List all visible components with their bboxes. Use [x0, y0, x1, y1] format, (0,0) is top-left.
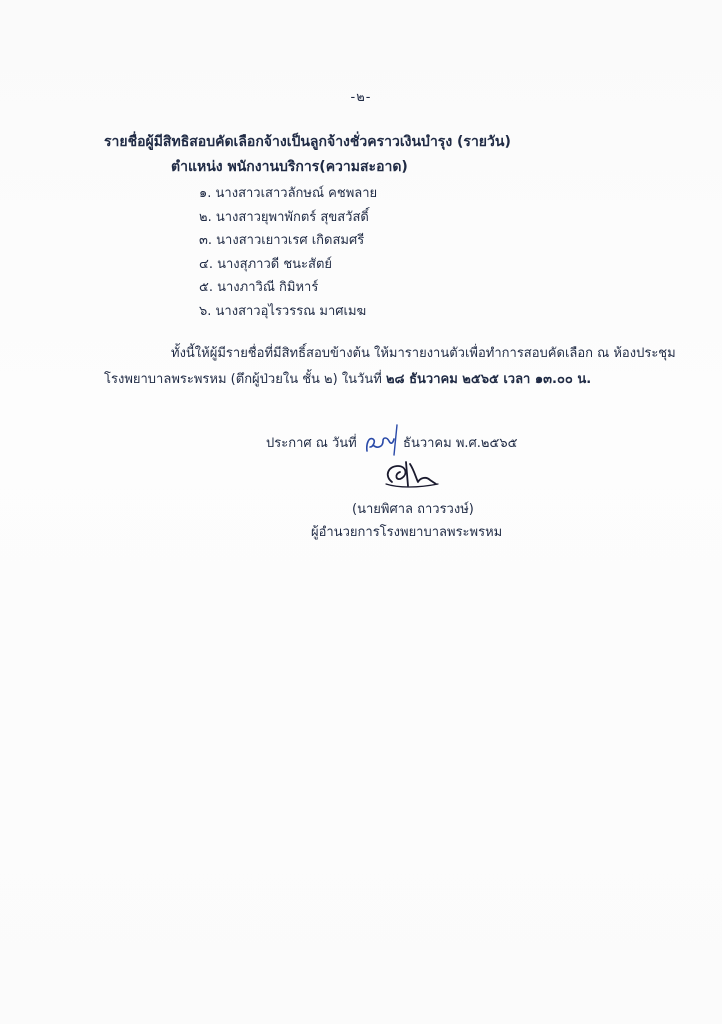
list-item — [199, 253, 377, 277]
list-item — [199, 300, 377, 324]
signer-name: (นายพิศาล ถาวรวงษ์) — [352, 502, 474, 517]
exam-datetime: ๒๘ ธันวาคม ๒๕๖๕ เวลา ๑๓.๐๐ น. — [385, 372, 592, 387]
list-item-number: ๔. — [199, 256, 213, 272]
list-item — [199, 182, 377, 206]
handwritten-day-mark — [361, 423, 401, 457]
list-item-number: ๑. — [199, 186, 212, 201]
venue-text: โรงพยาบาลพระพรหม (ตึกผู้ป่วยใน ชั้น ๒) ในวันที่ — [104, 372, 382, 387]
candidate-name: นางสาวยุพาพักตร์ สุขสวัสดิ์ — [215, 209, 369, 225]
candidate-name: นางภาวิณี กิมิหาร์ — [217, 280, 319, 296]
candidate-name: นางสุภาวดี ชนะสัตย์ — [217, 256, 333, 272]
list-item — [199, 206, 377, 230]
document-title: รายชื่อผู้มีสิทธิสอบคัดเลือกจ้างเป็นลูกจ้างชั่วคราวเงินบำรุง (รายวัน) — [104, 134, 511, 150]
candidate-name: นางสาวเสาวลักษณ์ คชพลาย — [215, 186, 378, 201]
paragraph-line-1: ทั้งนี้ให้ผู้มีรายชื่อที่มีสิทธิ์สอบข้างต้น ให้มารายงานตัวเพื่อทำการสอบคัดเลือก ณ ห้องประชุม — [171, 346, 676, 361]
announcement-line — [266, 431, 517, 453]
list-item — [199, 276, 377, 300]
announcement-suffix: ธันวาคม พ.ศ.๒๕๖๕ — [403, 436, 518, 451]
list-item — [199, 229, 377, 253]
list-item-number: ๖. — [199, 303, 212, 319]
signature-mark — [378, 458, 458, 494]
position-title: ตำแหน่ง พนักงานบริการ(ความสะอาด) — [171, 159, 408, 175]
announcement-prefix: ประกาศ ณ วันที่ — [266, 436, 357, 451]
candidate-name: นางสาวอุไรวรรณ มาศเมฆ — [215, 303, 367, 319]
page-number: -๒- — [350, 90, 372, 105]
paragraph-line-2 — [104, 368, 591, 389]
list-item-number: ๒. — [199, 209, 212, 225]
candidate-list — [199, 182, 377, 324]
candidate-name: นางสาวเยาวเรศ เกิดสมศรี — [216, 233, 365, 249]
list-item-number: ๕. — [199, 280, 213, 296]
signer-title: ผู้อำนวยการโรงพยาบาลพระพรหม — [311, 525, 503, 540]
list-item-number: ๓. — [199, 233, 213, 249]
signature — [378, 458, 458, 494]
handwritten-day — [363, 431, 397, 453]
